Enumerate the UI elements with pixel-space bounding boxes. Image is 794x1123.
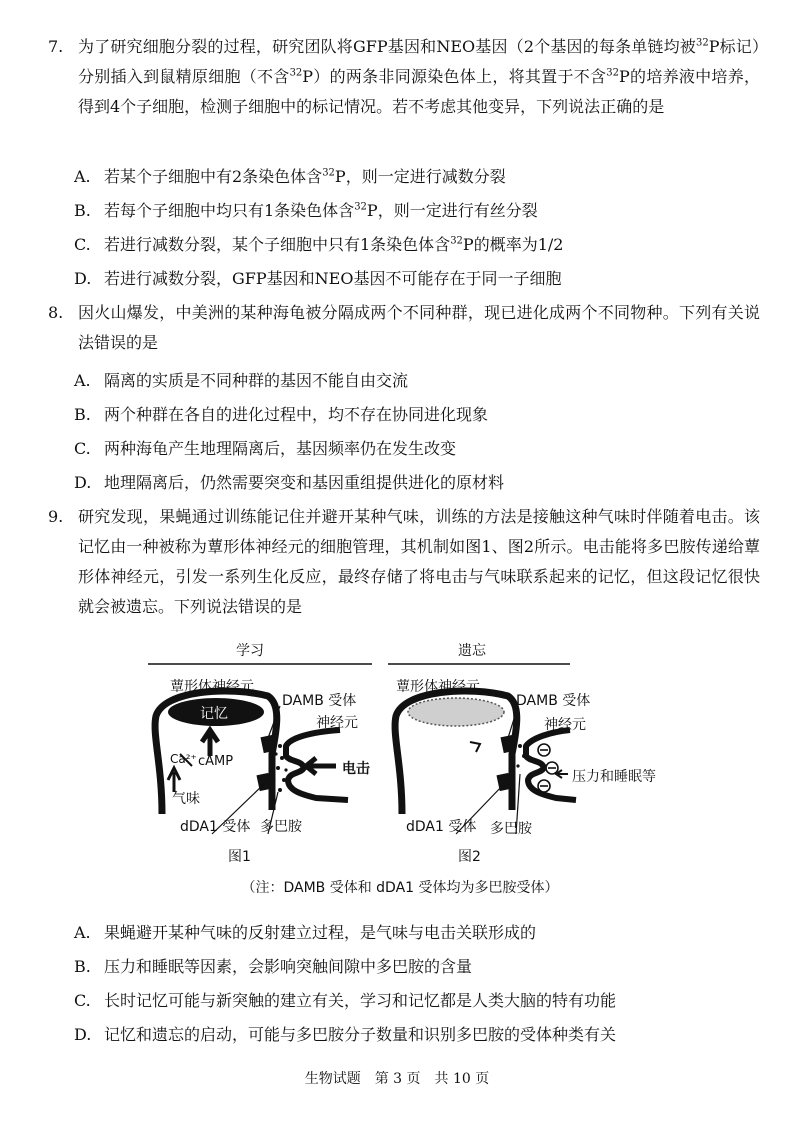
fig1-mushroom-label: 蕈形体神经元 <box>170 679 254 695</box>
fig1-ca-label: Ca²⁺ <box>170 752 197 766</box>
option-text: 隔离的实质是不同种群的基因不能自由交流 <box>104 371 409 390</box>
fig1-dda1-label: dDA1 受体 <box>180 819 251 835</box>
mechanism-figure <box>140 634 660 894</box>
fig1-up-arrow-icon <box>202 730 218 756</box>
fig2-dda1-label: dDA1 受体 <box>406 819 477 835</box>
option-text: 压力和睡眠等因素，会影响突触间隙中多巴胺的含量 <box>104 957 473 976</box>
stem-text: 因火山爆发，中美洲的某种海龟被分隔成两个不同种群，现已进化成两个不同物种。下列 <box>78 303 712 322</box>
stem-text: 养液中培养，得到4个子细胞，检测子细胞中的标记情况。若不考虑其他变异，下列说法 <box>78 67 760 116</box>
stem-text: 巴胺传递给蕈形体神经元，引发一系列生化反应，最终存储了将电击与气味联系起来的记 <box>78 537 760 586</box>
option-8b <box>74 400 488 430</box>
option-7d <box>74 264 561 294</box>
option-text: ，则一定进行减数分裂 <box>345 167 506 186</box>
question-7 <box>48 32 760 122</box>
option-9a <box>74 918 536 948</box>
isotope-element: P <box>302 67 314 86</box>
option-letter: D. <box>74 473 92 492</box>
fig1-memory-label: 记忆 <box>200 706 228 722</box>
isotope-element: P <box>334 167 346 186</box>
fig1-caption: 图1 <box>228 849 251 865</box>
fig1-damb-label: DAMB 受体 <box>282 693 357 709</box>
option-letter: A. <box>74 167 91 186</box>
question-stem <box>78 502 760 622</box>
option-7b <box>74 196 538 226</box>
stem-text: ）的两条非同源染色体上，将其置于不含 <box>313 67 607 86</box>
fig2-damb-label: DAMB 受体 <box>516 693 591 709</box>
option-text: 两种海龟产生地理隔离后，基因频率仍在发生改变 <box>104 439 457 458</box>
question-number: 7. <box>48 37 64 56</box>
option-text: 两个种群在各自的进化过程中，均不存在协同进化现象 <box>104 405 489 424</box>
option-text: 若某个子细胞中有2条染色体含 <box>104 167 323 186</box>
figure-note: （注：DAMB 受体和 dDA1 受体均为多巴胺受体） <box>241 880 559 896</box>
option-8a <box>74 366 408 396</box>
question-9 <box>48 502 760 622</box>
question-number: 9. <box>48 507 64 526</box>
option-8d <box>74 468 504 498</box>
fig2-dopamine-label: 多巴胺 <box>490 821 532 837</box>
fig1-camp-label: cAMP <box>198 754 234 769</box>
option-letter: D. <box>74 269 92 288</box>
fig2-caption: 图2 <box>458 849 481 865</box>
question-stem <box>78 298 760 358</box>
fig2-mushroom-label: 蕈形体神经元 <box>396 679 480 695</box>
isotope-superscript: 32 <box>450 235 463 247</box>
question-8 <box>48 298 760 358</box>
option-text: 若进行减数分裂，GFP基因和NEO基因不可能存在于同一子细胞 <box>104 269 562 288</box>
option-letter: B. <box>74 957 91 976</box>
stem-text: 研究发现，果蝇通过训练能记住并避开某种气味，训练的方法是接触这种气味时伴随着电 <box>78 507 712 526</box>
isotope-superscript: 32 <box>289 67 303 79</box>
stem-text: 标记）分别插入到鼠精原细胞（不含 <box>78 37 760 86</box>
isotope-element: P <box>462 235 474 254</box>
option-text: 地理隔离后，仍然需要突变和基因重组提供进化的原材料 <box>104 473 505 492</box>
isotope-superscript: 32 <box>695 37 709 49</box>
option-9b <box>74 952 472 982</box>
option-letter: C. <box>74 991 91 1010</box>
fig2-mark-icon <box>470 742 480 752</box>
option-text: 长时记忆可能与新突触的建立有关，学习和记忆都是人类大脑的特有功能 <box>104 991 617 1010</box>
option-letter: D. <box>74 1025 92 1044</box>
option-9d <box>74 1020 616 1050</box>
fig1-dopamine-label: 多巴胺 <box>260 819 302 835</box>
fig2-faded-memory-ellipse <box>408 698 504 726</box>
stem-text: 忆，但这段记忆很快就会被遗忘。下列说法错误的是 <box>78 567 760 616</box>
option-text: 的概率为1/2 <box>473 235 564 254</box>
fig2-title: 遗忘 <box>458 643 486 659</box>
option-letter: A. <box>74 371 91 390</box>
fig2-neuron-label: 神经元 <box>544 717 586 733</box>
fig1-shock-label: 电击 <box>342 761 370 777</box>
isotope-superscript: 32 <box>354 201 367 213</box>
option-letter: C. <box>74 235 91 254</box>
option-letter: A. <box>74 923 91 942</box>
stem-text: 正确的是 <box>600 97 665 116</box>
option-letter: C. <box>74 439 91 458</box>
option-7a <box>74 162 506 192</box>
option-text: 若每个子细胞中均只有1条染色体含 <box>104 201 355 220</box>
isotope-superscript: 32 <box>606 67 619 79</box>
option-text: 若进行减数分裂，某个子细胞中只有1条染色体含 <box>104 235 451 254</box>
option-9c <box>74 986 616 1016</box>
stem-text: 的培 <box>629 67 663 86</box>
isotope-element: P <box>708 37 720 56</box>
option-text: 果蝇避开某种气味的反射建立过程，是气味与电击关联形成的 <box>104 923 537 942</box>
fig1-title: 学习 <box>236 643 264 659</box>
isotope-superscript: 32 <box>322 167 335 179</box>
fig1-shock-arrow-icon <box>306 758 336 774</box>
fig1-odor-label: 气味 <box>172 791 200 807</box>
stem-text: 为了研究细胞分裂的过程，研究团队将GFP基因和NEO基因（2个基因的每条单链均被 <box>78 37 696 56</box>
page-footer: 生物试题 第 3 页 共 10 页 <box>304 1071 490 1087</box>
fig1-neuron-label: 神经元 <box>316 715 358 731</box>
option-text: 记忆和遗忘的启动，可能与多巴胺分子数量和识别多巴胺的受体种类有关 <box>104 1025 617 1044</box>
option-letter: B. <box>74 201 91 220</box>
question-number: 8. <box>48 303 64 322</box>
isotope-element: P <box>366 201 378 220</box>
option-8c <box>74 434 456 464</box>
stem-text: 击。该记忆由一种被称为蕈形体神经元的细胞管理，其机制如图1、图2所示。电击能将多 <box>78 507 760 556</box>
option-letter: B. <box>74 405 91 424</box>
stem-text: 有关说法错误的是 <box>78 303 760 352</box>
fig2-stress-label: 压力和睡眠等 <box>572 769 656 785</box>
isotope-element: P <box>619 67 630 86</box>
option-text: ，则一定进行有丝分裂 <box>377 201 538 220</box>
question-stem <box>78 32 760 122</box>
option-7c <box>74 230 563 260</box>
